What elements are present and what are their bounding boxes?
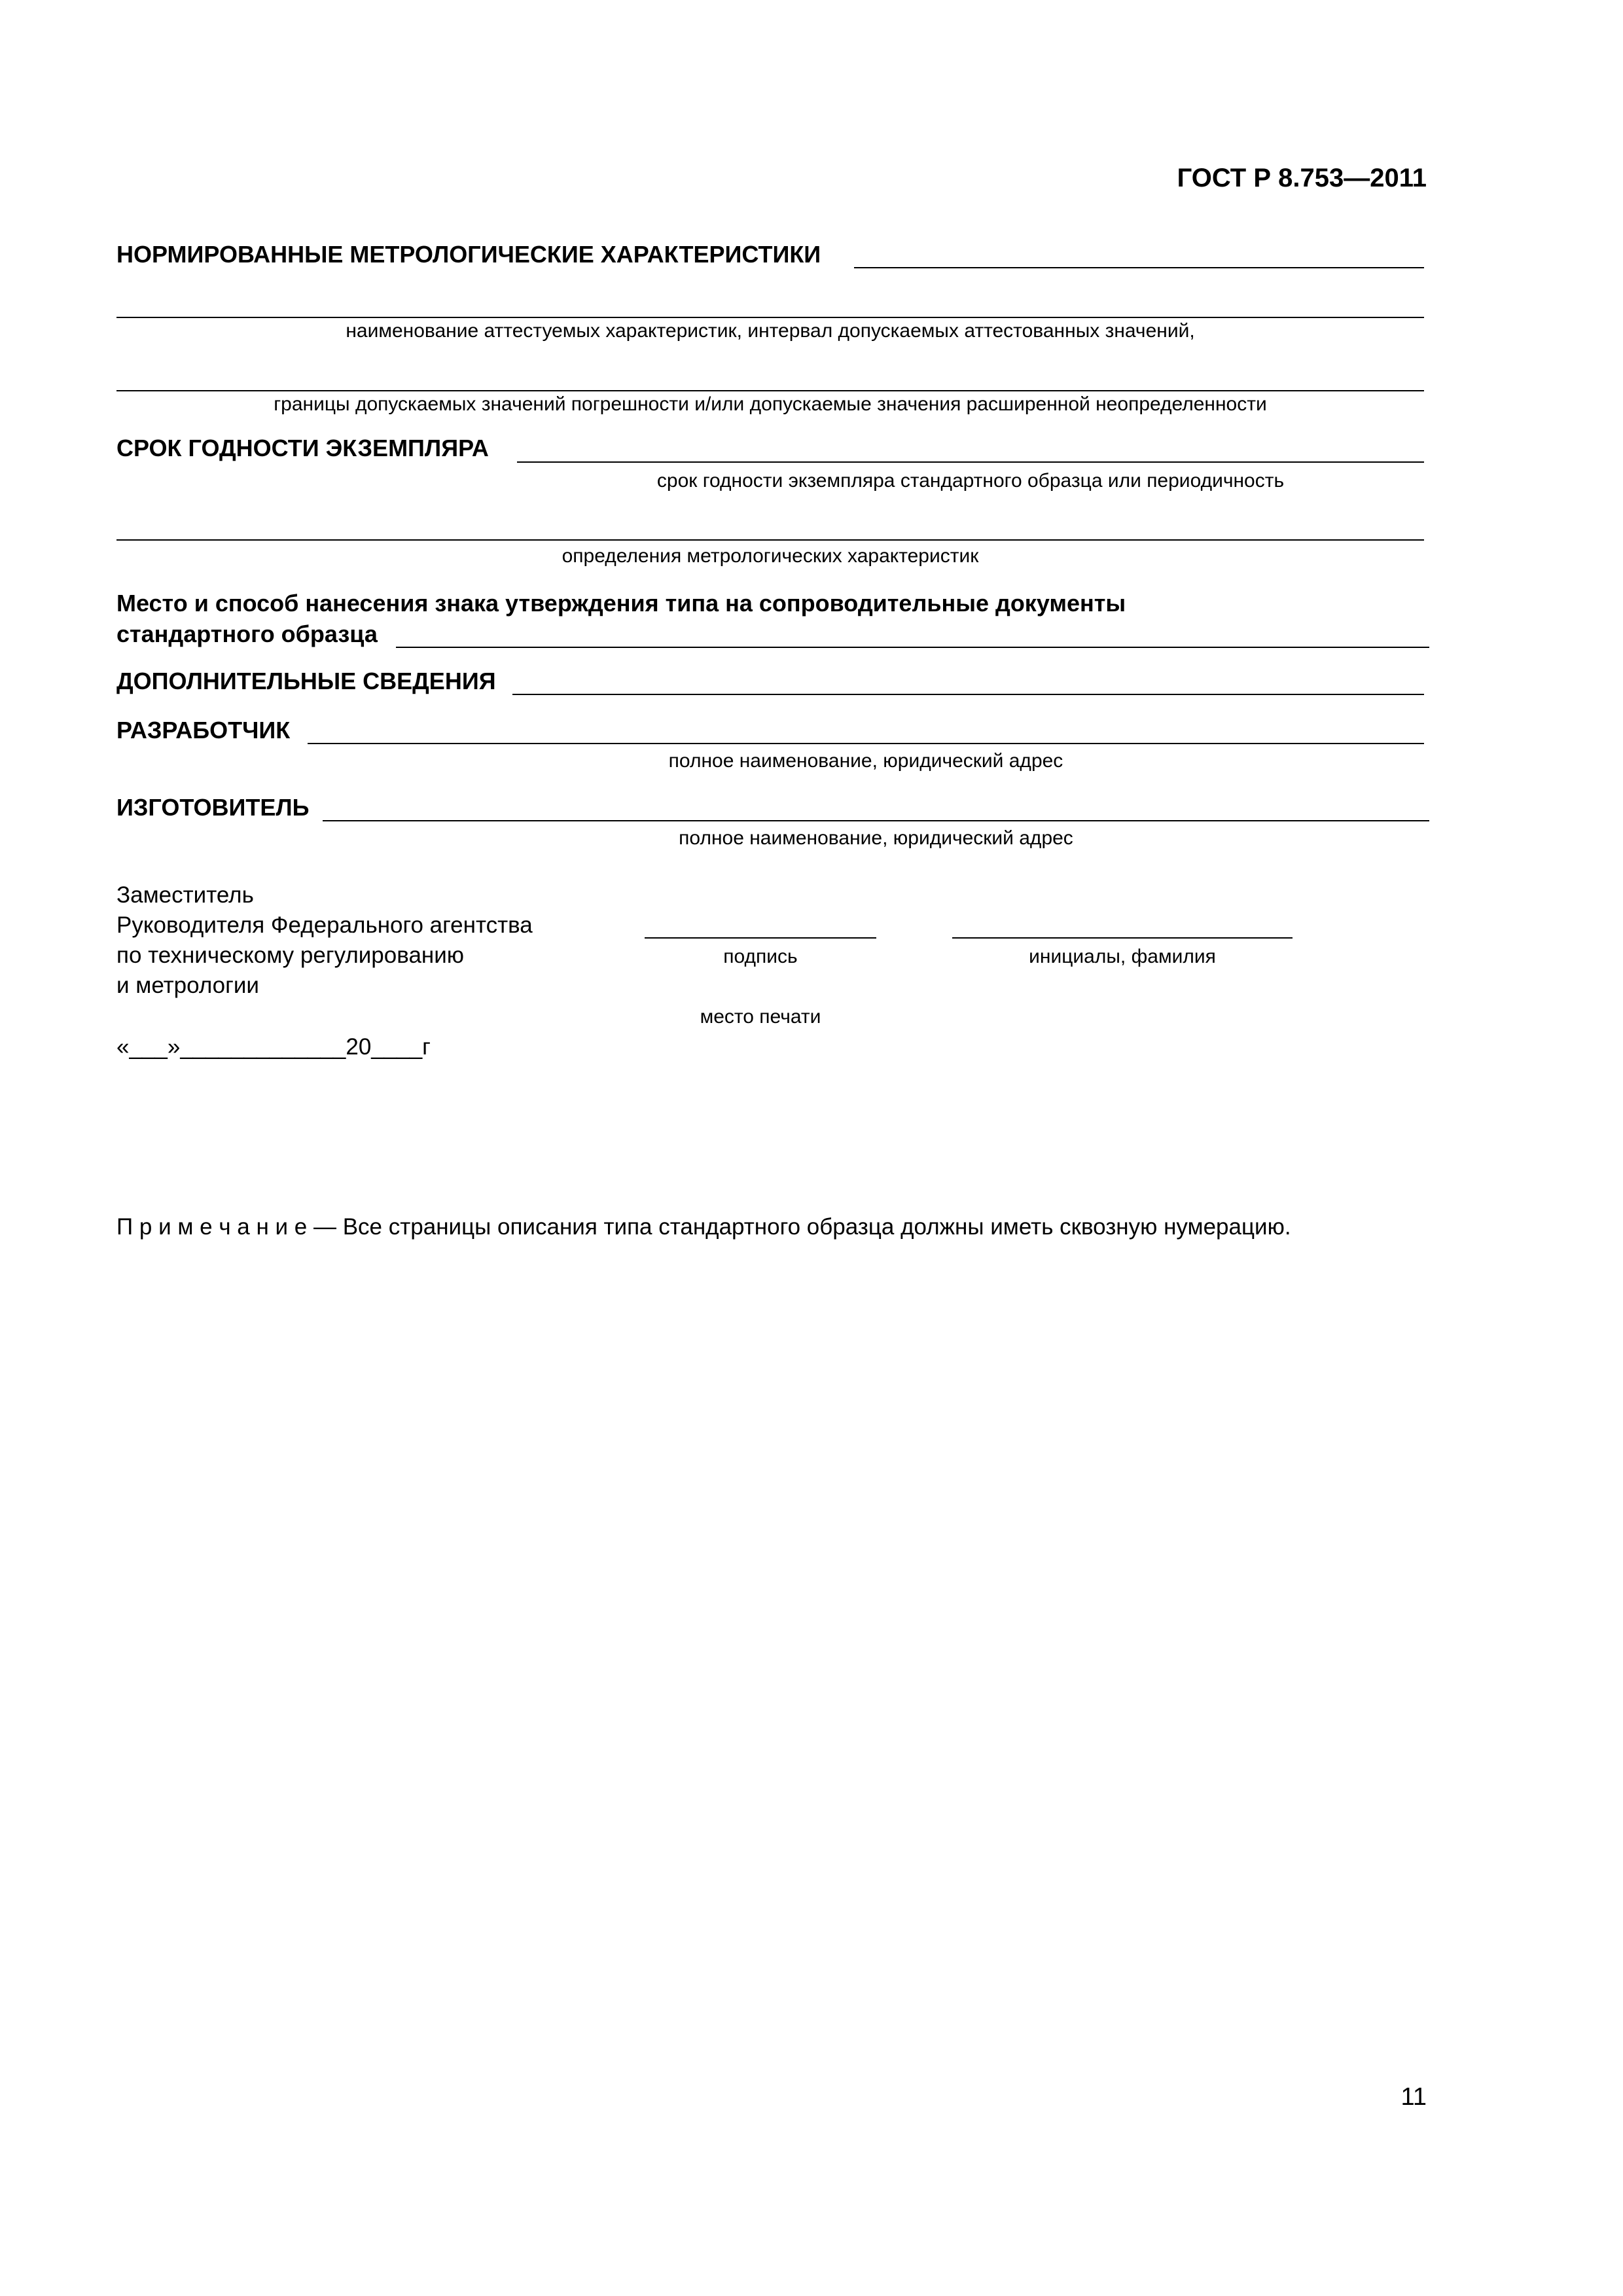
shelf-life-caption-1: срок годности экземпляра стандартного образца или периодичность (656, 470, 1285, 492)
note-label: П р и м е ч а н и е (116, 1214, 308, 1240)
stamp-place-caption: место печати (700, 1006, 821, 1028)
initials-surname-line[interactable] (952, 937, 1293, 939)
shelf-life-fill-line[interactable] (517, 461, 1424, 463)
metrological-fill-line-2[interactable] (116, 317, 1424, 318)
mark-placement-line-1: Место и способ нанесения знака утверждения типа на сопроводительные документы (116, 590, 1126, 617)
metrological-label: НОРМИРОВАННЫЕ МЕТРОЛОГИЧЕСКИЕ ХАРАКТЕРИСТИКИ (116, 241, 821, 268)
manufacturer-label: ИЗГОТОВИТЕЛЬ (116, 794, 310, 821)
signature-date: «___»_____________20____г (116, 1034, 431, 1060)
note-text: — Все страницы описания типа стандартного образца должны иметь сквозную нумерацию. (307, 1214, 1291, 1240)
signatory-title-line-1: Заместитель (116, 882, 254, 908)
signatory-title-line-4: и метрологии (116, 973, 259, 998)
mark-placement-fill-line[interactable] (396, 647, 1429, 648)
metrological-fill-line-3[interactable] (116, 390, 1424, 391)
metrological-caption-1: наименование аттестуемых характеристик, интервал допускаемых аттестованных значений, (346, 320, 1195, 342)
shelf-life-label: СРОК ГОДНОСТИ ЭКЗЕМПЛЯРА (116, 435, 489, 461)
additional-info-fill-line[interactable] (512, 694, 1424, 695)
shelf-life-fill-line-2[interactable] (116, 539, 1424, 541)
mark-placement-line-2: стандартного образца (116, 620, 378, 647)
additional-info-label: ДОПОЛНИТЕЛЬНЫЕ СВЕДЕНИЯ (116, 668, 496, 694)
note (116, 1214, 1291, 1240)
signatory-title-line-2: Руководителя Федерального агентства (116, 912, 533, 938)
signature-line[interactable] (645, 937, 876, 939)
metrological-caption-2: границы допускаемых значений погрешности и/или допускаемые значения расширенной неопределенности (274, 393, 1267, 415)
manufacturer-caption: полное наименование, юридический адрес (679, 827, 1073, 849)
page-number: 11 (1400, 2083, 1427, 2111)
signatory-title-line-3: по техническому регулированию (116, 942, 465, 968)
initials-surname-caption: инициалы, фамилия (1029, 946, 1216, 967)
developer-caption: полное наименование, юридический адрес (668, 750, 1063, 772)
shelf-life-caption-2: определения метрологических характеристик (562, 545, 979, 567)
signature-caption: подпись (723, 946, 798, 967)
manufacturer-fill-line[interactable] (323, 820, 1429, 821)
document-code: ГОСТ Р 8.753—2011 (1177, 164, 1427, 192)
developer-fill-line[interactable] (308, 743, 1424, 744)
developer-label: РАЗРАБОТЧИК (116, 717, 291, 744)
metrological-fill-line[interactable] (854, 267, 1424, 268)
